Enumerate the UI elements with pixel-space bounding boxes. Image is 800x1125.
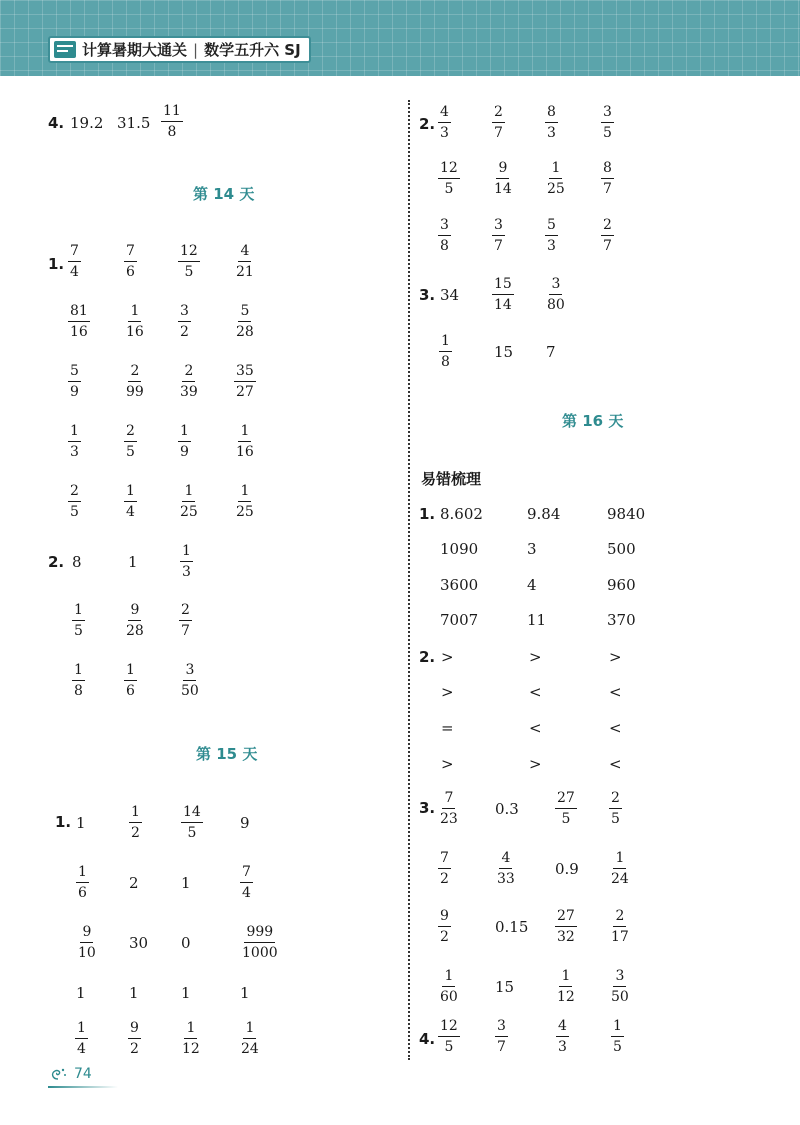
answer-value: 1 <box>240 984 250 1002</box>
answer-value: 30 <box>129 934 149 952</box>
numerator: 4 <box>238 243 251 262</box>
fraction <box>180 543 193 580</box>
fraction <box>495 850 517 887</box>
denominator: 7 <box>494 125 503 141</box>
question-number: 1. <box>419 505 436 523</box>
fraction <box>556 1018 569 1055</box>
header-banner <box>0 0 800 76</box>
denominator: 39 <box>180 384 198 400</box>
question-number: 2. <box>48 553 65 571</box>
fraction <box>555 908 577 945</box>
fraction <box>72 602 85 639</box>
numerator: 5 <box>545 217 558 236</box>
page-number: 74 <box>74 1066 92 1082</box>
answer-value: 0.9 <box>555 860 579 878</box>
numerator: 1 <box>439 333 452 352</box>
answer-value: > <box>441 683 454 701</box>
answer-value: 1 <box>129 984 139 1002</box>
numerator: 9 <box>496 160 509 179</box>
fraction <box>438 968 460 1005</box>
answer-value: 9.84 <box>527 505 561 523</box>
fraction <box>234 303 256 340</box>
fraction <box>609 850 631 887</box>
fraction <box>438 790 460 827</box>
numerator: 1 <box>184 1020 197 1039</box>
answer-value: 31.5 <box>117 114 151 132</box>
fraction <box>161 103 183 140</box>
numerator: 4 <box>499 850 512 869</box>
fraction <box>438 160 460 197</box>
answer-value: 0.15 <box>495 918 529 936</box>
denominator: 7 <box>494 238 503 254</box>
numerator: 1 <box>124 483 137 502</box>
answer-value: > <box>529 648 542 666</box>
numerator: 81 <box>68 303 90 322</box>
answer-value: 15 <box>495 978 515 996</box>
numerator: 15 <box>492 276 514 295</box>
denominator: 2 <box>130 1041 139 1057</box>
fraction <box>438 1018 460 1055</box>
error-review-heading: 易错梳理 <box>421 470 482 488</box>
answer-value: 11 <box>527 611 547 629</box>
answer-value: < <box>609 755 622 773</box>
answer-value: > <box>609 648 622 666</box>
numerator: 1 <box>128 303 141 322</box>
numerator: 3 <box>601 104 614 123</box>
numerator: 1 <box>68 423 81 442</box>
numerator: 1 <box>76 864 89 883</box>
answer-value: > <box>441 755 454 773</box>
numerator: 2 <box>68 483 81 502</box>
denominator: 8 <box>440 238 449 254</box>
denominator: 25 <box>236 504 254 520</box>
numerator: 7 <box>442 790 455 809</box>
denominator: 2 <box>180 324 189 340</box>
denominator: 4 <box>242 885 251 901</box>
fraction <box>178 483 200 520</box>
section-title-day14: 第 14 天 <box>193 185 255 203</box>
fraction <box>601 160 614 197</box>
numerator: 999 <box>244 924 275 943</box>
fraction <box>545 104 558 141</box>
question-number: 4. <box>48 114 65 132</box>
answer-value: 3600 <box>440 576 479 594</box>
fraction <box>555 968 577 1005</box>
fraction <box>601 217 614 254</box>
denominator: 17 <box>611 929 629 945</box>
answer-value: < <box>529 719 542 737</box>
numerator: 2 <box>492 104 505 123</box>
fraction <box>178 363 200 400</box>
swirl-icon <box>48 1065 68 1083</box>
numerator: 3 <box>549 276 562 295</box>
fraction <box>438 850 451 887</box>
numerator: 9 <box>438 908 451 927</box>
denominator: 4 <box>126 504 135 520</box>
numerator: 2 <box>609 790 622 809</box>
fraction <box>124 303 146 340</box>
denominator: 3 <box>547 125 556 141</box>
footer-underline <box>48 1086 118 1088</box>
answer-value: 8.602 <box>440 505 483 523</box>
denominator: 21 <box>236 264 254 280</box>
denominator: 2 <box>131 825 140 841</box>
answer-value: 0 <box>181 934 191 952</box>
fraction <box>68 483 81 520</box>
fraction <box>234 483 256 520</box>
denominator: 6 <box>78 885 87 901</box>
fraction <box>239 1020 261 1057</box>
numerator: 4 <box>438 104 451 123</box>
numerator: 1 <box>238 483 251 502</box>
answer-value: 8 <box>72 553 82 571</box>
fraction <box>179 602 192 639</box>
column-divider <box>408 100 410 1060</box>
denominator: 6 <box>126 683 135 699</box>
fraction <box>76 864 89 901</box>
denominator: 3 <box>440 125 449 141</box>
answer-value: 1 <box>128 553 138 571</box>
fraction <box>124 662 137 699</box>
answer-value: 0.3 <box>495 800 519 818</box>
numerator: 7 <box>438 850 451 869</box>
fraction <box>178 303 191 340</box>
denominator: 32 <box>557 929 575 945</box>
fraction <box>181 804 203 841</box>
numerator: 3 <box>613 968 626 987</box>
answer-value: 19.2 <box>70 114 104 132</box>
denominator: 8 <box>167 124 177 140</box>
answer-value: 1 <box>181 874 191 892</box>
book-icon <box>54 41 76 58</box>
numerator: 2 <box>128 363 141 382</box>
numerator: 7 <box>240 864 253 883</box>
fraction <box>495 1018 508 1055</box>
answer-value: 15 <box>494 343 514 361</box>
numerator: 7 <box>124 243 137 262</box>
denominator: 14 <box>494 181 512 197</box>
fraction <box>76 924 98 961</box>
fraction <box>601 104 614 141</box>
numerator: 1 <box>75 1020 88 1039</box>
numerator: 3 <box>438 217 451 236</box>
fraction <box>492 104 505 141</box>
denominator: 60 <box>440 989 458 1005</box>
denominator: 4 <box>70 264 79 280</box>
denominator: 5 <box>613 1039 622 1055</box>
numerator: 2 <box>179 602 192 621</box>
denominator: 10 <box>78 945 96 961</box>
denominator: 25 <box>547 181 565 197</box>
fraction <box>545 217 558 254</box>
numerator: 5 <box>238 303 251 322</box>
fraction <box>438 104 451 141</box>
answer-value: 1 <box>181 984 191 1002</box>
denominator: 5 <box>444 1039 454 1055</box>
question-number: 2. <box>419 648 436 666</box>
numerator: 12 <box>438 160 460 179</box>
answer-value: 1 <box>76 984 86 1002</box>
denominator: 5 <box>603 125 612 141</box>
numerator: 2 <box>182 363 195 382</box>
numerator: 1 <box>180 543 193 562</box>
denominator: 1000 <box>242 945 278 961</box>
fraction <box>234 423 256 460</box>
numerator: 11 <box>161 103 183 122</box>
answer-value: 1 <box>76 814 86 832</box>
answer-value: 3 <box>527 540 537 558</box>
denominator: 5 <box>74 623 83 639</box>
fraction <box>438 217 451 254</box>
fraction <box>124 243 137 280</box>
numerator: 2 <box>124 423 137 442</box>
answer-value: 2 <box>129 874 139 892</box>
fraction <box>68 423 81 460</box>
question-number: 3. <box>419 286 436 304</box>
numerator: 1 <box>178 423 191 442</box>
answer-value: > <box>529 755 542 773</box>
page-footer <box>48 1065 92 1083</box>
denominator: 5 <box>561 811 571 827</box>
denominator: 5 <box>187 825 197 841</box>
fraction <box>129 804 142 841</box>
fraction <box>178 423 191 460</box>
numerator: 12 <box>178 243 200 262</box>
answer-value: < <box>609 719 622 737</box>
numerator: 1 <box>129 804 142 823</box>
question-number: 1. <box>55 813 72 831</box>
answer-value: 960 <box>607 576 636 594</box>
answer-value: 34 <box>440 286 460 304</box>
denominator: 23 <box>440 811 458 827</box>
fraction <box>611 1018 624 1055</box>
numerator: 2 <box>601 217 614 236</box>
denominator: 28 <box>126 623 144 639</box>
answer-value: 7 <box>546 343 556 361</box>
denominator: 9 <box>180 444 189 460</box>
denominator: 16 <box>70 324 88 340</box>
answer-value: = <box>441 719 454 737</box>
numerator: 3 <box>495 1018 508 1037</box>
numerator: 3 <box>183 662 196 681</box>
answer-value: 7007 <box>440 611 479 629</box>
numerator: 3 <box>178 303 191 322</box>
fraction <box>234 243 256 280</box>
denominator: 7 <box>603 238 612 254</box>
fraction <box>124 483 137 520</box>
denominator: 24 <box>241 1041 259 1057</box>
answer-value: 9840 <box>607 505 646 523</box>
denominator: 16 <box>126 324 144 340</box>
fraction <box>75 1020 88 1057</box>
fraction <box>124 602 146 639</box>
denominator: 5 <box>611 811 620 827</box>
fraction <box>492 160 514 197</box>
question-number: 1. <box>48 255 65 273</box>
numerator: 1 <box>549 160 562 179</box>
fraction <box>438 908 451 945</box>
fraction <box>128 1020 141 1057</box>
section-title-day16: 第 16 天 <box>562 412 624 430</box>
denominator: 16 <box>236 444 254 460</box>
numerator: 9 <box>128 1020 141 1039</box>
numerator: 5 <box>68 363 81 382</box>
denominator: 28 <box>236 324 254 340</box>
denominator: 12 <box>182 1041 200 1057</box>
denominator: 33 <box>497 871 515 887</box>
denominator: 24 <box>611 871 629 887</box>
denominator: 50 <box>611 989 629 1005</box>
denominator: 9 <box>70 384 79 400</box>
numerator: 1 <box>442 968 455 987</box>
numerator: 14 <box>181 804 203 823</box>
answer-value: > <box>441 648 454 666</box>
denominator: 5 <box>70 504 79 520</box>
numerator: 8 <box>545 104 558 123</box>
fraction <box>124 423 137 460</box>
denominator: 8 <box>74 683 83 699</box>
fraction <box>72 662 85 699</box>
numerator: 1 <box>238 423 251 442</box>
numerator: 2 <box>613 908 626 927</box>
numerator: 1 <box>613 850 626 869</box>
denominator: 6 <box>126 264 135 280</box>
question-number: 4. <box>419 1030 436 1048</box>
fraction <box>234 363 256 400</box>
numerator: 7 <box>68 243 81 262</box>
fraction <box>545 160 567 197</box>
fraction <box>609 908 631 945</box>
denominator: 3 <box>182 564 191 580</box>
denominator: 7 <box>181 623 190 639</box>
fraction <box>178 243 200 280</box>
fraction <box>609 968 631 1005</box>
fraction <box>545 276 567 313</box>
numerator: 1 <box>611 1018 624 1037</box>
denominator: 7 <box>497 1039 506 1055</box>
answer-value: 370 <box>607 611 636 629</box>
book-title: 计算暑期大通关 <box>82 41 188 59</box>
denominator: 2 <box>440 871 449 887</box>
denominator: 4 <box>77 1041 86 1057</box>
fraction <box>439 333 452 370</box>
denominator: 5 <box>184 264 194 280</box>
title-separator: | <box>193 40 199 59</box>
question-number: 2. <box>419 115 436 133</box>
numerator: 1 <box>559 968 572 987</box>
question-number: 3. <box>419 799 436 817</box>
answer-value: 9 <box>240 814 250 832</box>
numerator: 12 <box>438 1018 460 1037</box>
denominator: 12 <box>557 989 575 1005</box>
answer-value: 4 <box>527 576 537 594</box>
denominator: 3 <box>547 238 556 254</box>
numerator: 8 <box>601 160 614 179</box>
denominator: 27 <box>236 384 254 400</box>
numerator: 35 <box>234 363 256 382</box>
fraction <box>555 790 577 827</box>
numerator: 1 <box>124 662 137 681</box>
denominator: 3 <box>558 1039 567 1055</box>
section-title-day15: 第 15 天 <box>196 745 258 763</box>
denominator: 50 <box>181 683 199 699</box>
numerator: 3 <box>492 217 505 236</box>
book-subtitle: 数学五升六 SJ <box>204 41 301 59</box>
denominator: 5 <box>444 181 454 197</box>
denominator: 80 <box>547 297 565 313</box>
denominator: 99 <box>126 384 144 400</box>
numerator: 27 <box>555 790 577 809</box>
fraction <box>68 243 81 280</box>
numerator: 4 <box>556 1018 569 1037</box>
answer-value: 1090 <box>440 540 479 558</box>
fraction <box>68 363 81 400</box>
denominator: 14 <box>494 297 512 313</box>
numerator: 1 <box>72 602 85 621</box>
fraction <box>240 864 253 901</box>
fraction <box>492 276 514 313</box>
answer-value: < <box>609 683 622 701</box>
numerator: 9 <box>80 924 93 943</box>
denominator: 8 <box>441 354 450 370</box>
numerator: 1 <box>243 1020 256 1039</box>
answer-value: 500 <box>607 540 636 558</box>
fraction <box>180 1020 202 1057</box>
fraction <box>609 790 622 827</box>
denominator: 25 <box>180 504 198 520</box>
fraction <box>124 363 146 400</box>
denominator: 2 <box>440 929 449 945</box>
answer-value: < <box>529 683 542 701</box>
fraction <box>179 662 201 699</box>
denominator: 7 <box>603 181 612 197</box>
fraction <box>492 217 505 254</box>
denominator: 3 <box>70 444 79 460</box>
fraction <box>68 303 90 340</box>
book-title-label <box>48 36 311 63</box>
numerator: 9 <box>128 602 141 621</box>
numerator: 27 <box>555 908 577 927</box>
numerator: 1 <box>72 662 85 681</box>
denominator: 5 <box>126 444 135 460</box>
fraction <box>240 924 280 961</box>
numerator: 1 <box>182 483 195 502</box>
